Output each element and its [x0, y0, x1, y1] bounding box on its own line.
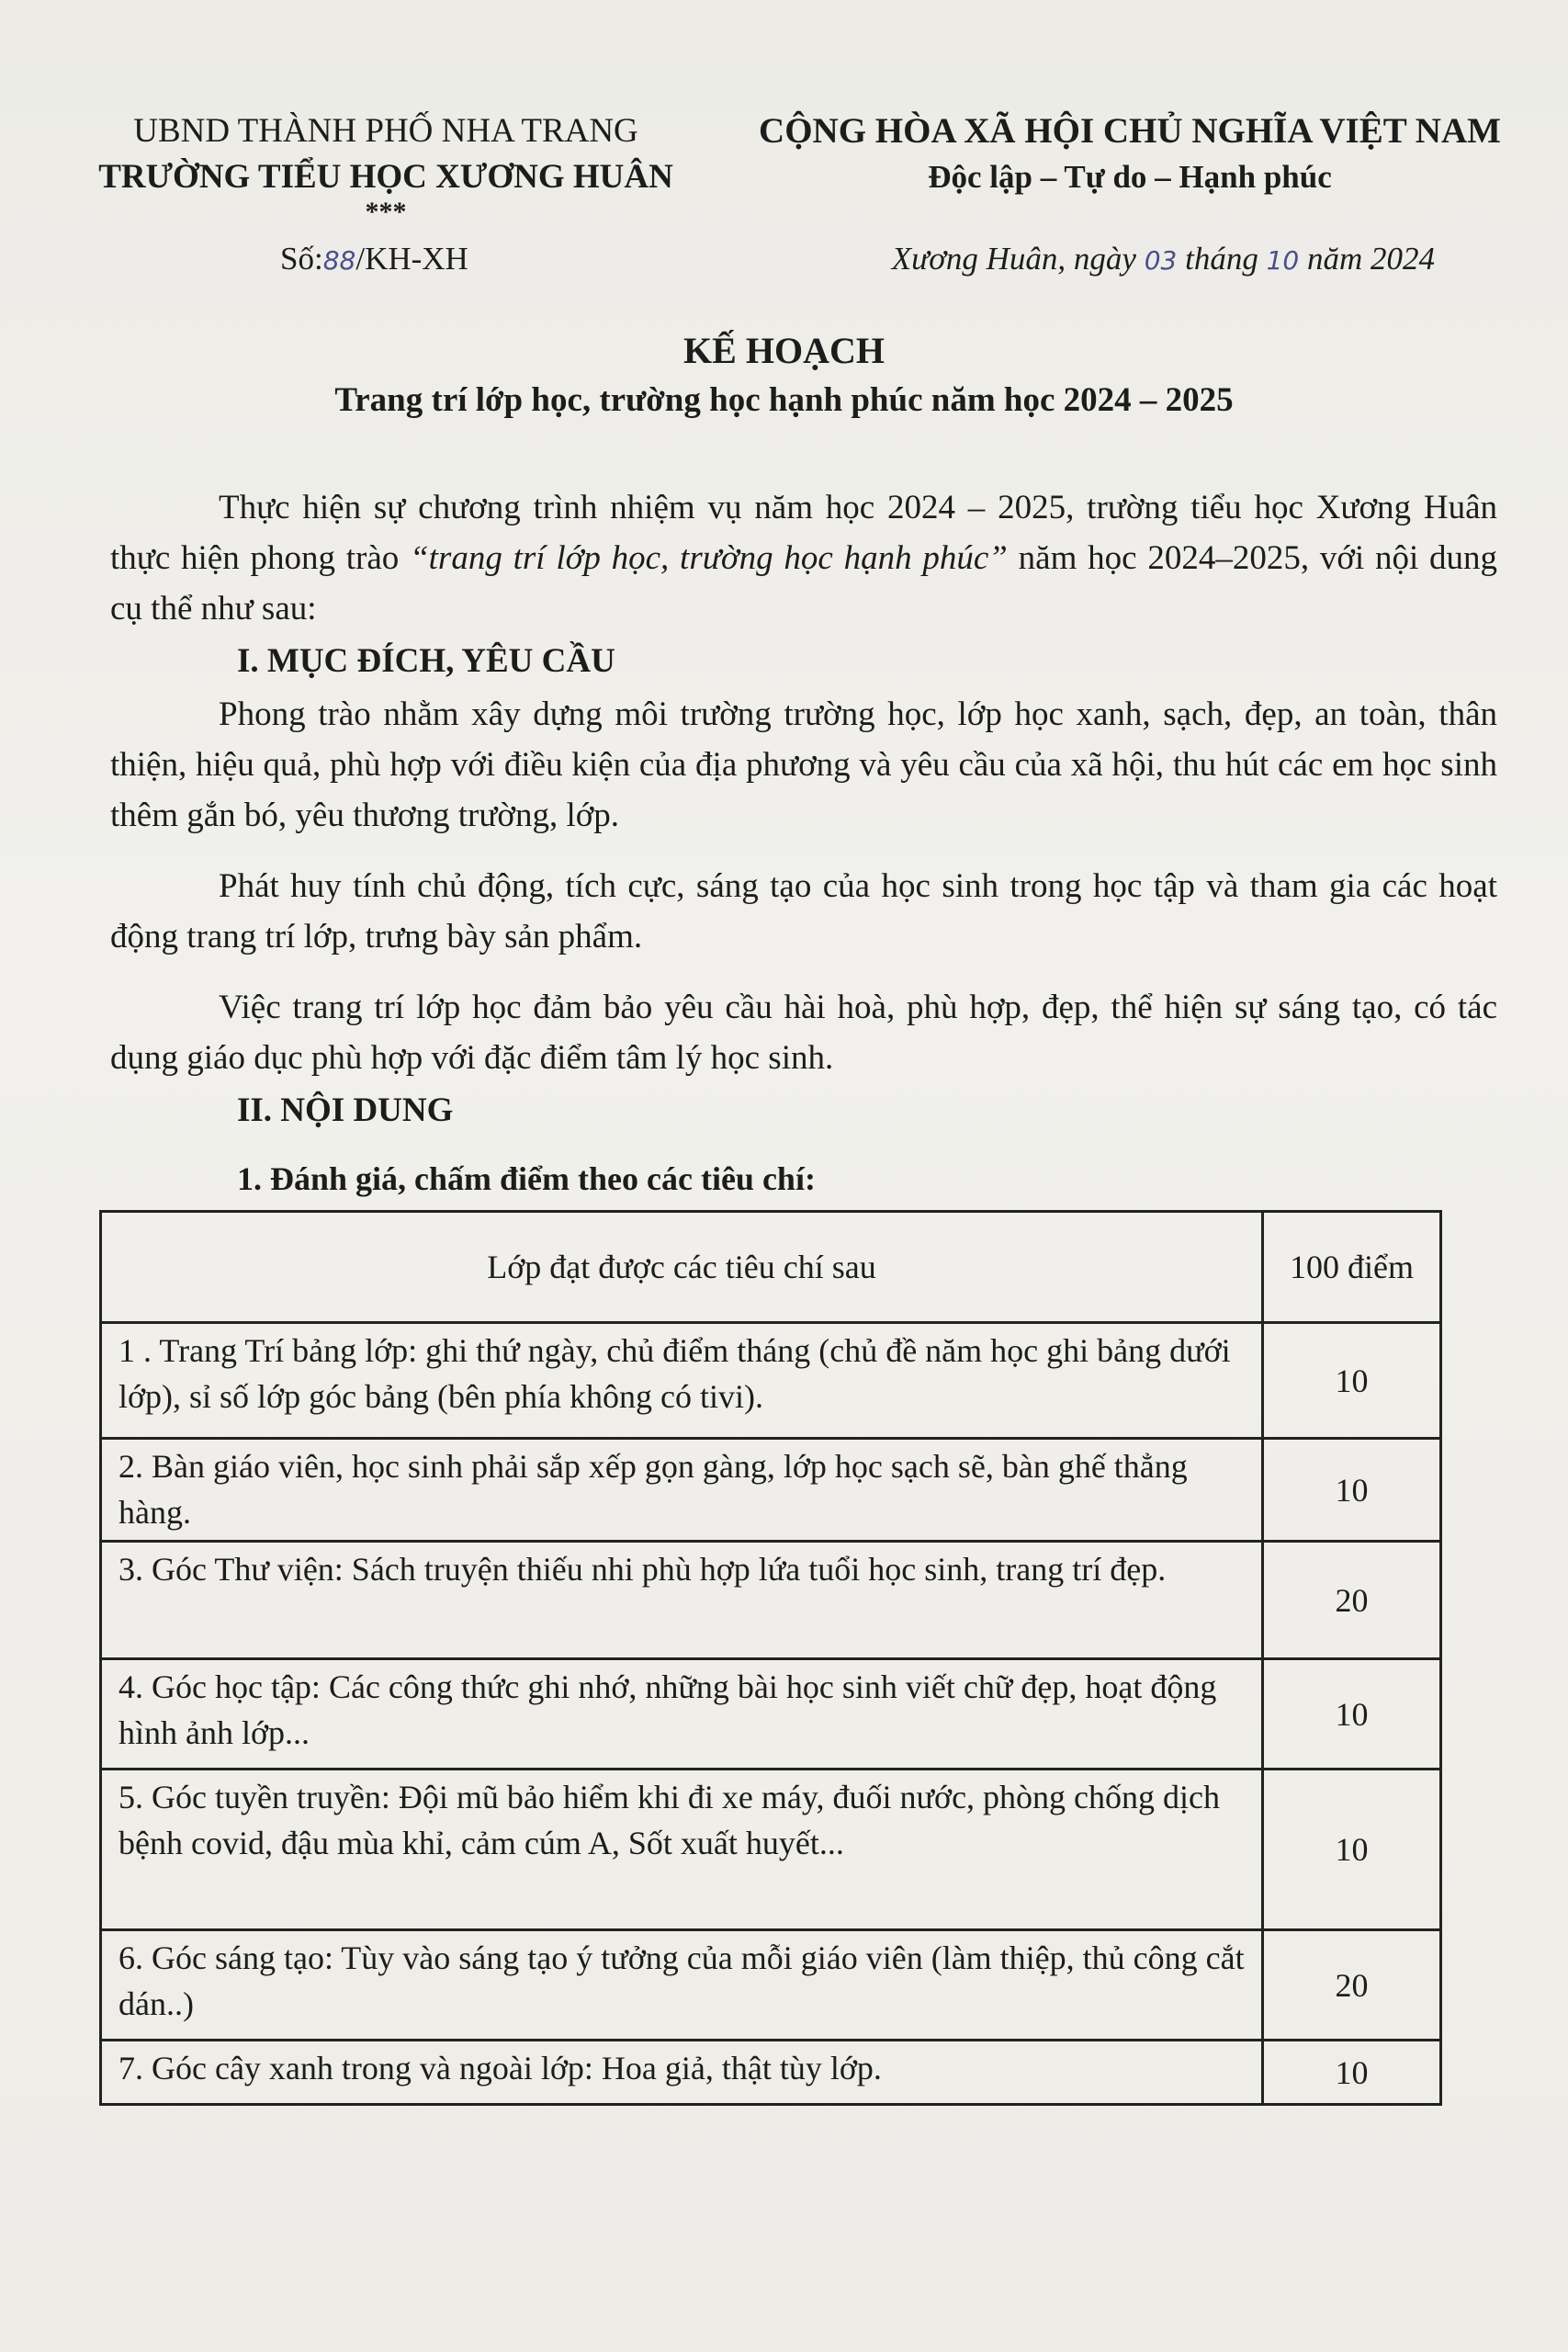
- date-month: 10: [1266, 245, 1300, 276]
- org-line-1: UBND THÀNH PHỐ NHA TRANG: [133, 112, 638, 150]
- table-row: [101, 1323, 1441, 1439]
- intro-text-2: năm học 2024–2025, với nội dung cụ thể như sau:: [110, 539, 1498, 628]
- doc-number-prefix: Số:: [280, 241, 323, 277]
- date-prefix: Xương Huân, ngày: [891, 241, 1136, 277]
- table-row: [101, 1542, 1441, 1659]
- section-2-heading: II. NỘI DUNG: [237, 1091, 454, 1129]
- table-row: [101, 1659, 1441, 1770]
- criterion-text: 7. Góc cây xanh trong và ngoài lớp: Hoa giả, thật tùy lớp.: [101, 2041, 1263, 2105]
- date-suffix: năm 2024: [1306, 241, 1435, 277]
- doc-number-suffix: /KH-XH: [355, 241, 468, 277]
- table-row: [101, 2041, 1441, 2105]
- criterion-points: 10: [1263, 1659, 1441, 1770]
- intro-text-1: Thực hiện sự chương trình nhiệm vụ năm học 2024 – 2025, trường tiểu học Xương Huân thực hiện phong trào: [110, 489, 1497, 577]
- table-row: [101, 1930, 1441, 2041]
- table-header-row: [101, 1212, 1441, 1323]
- doc-number-handwritten: 88: [322, 245, 356, 276]
- criterion-points: 10: [1263, 2041, 1441, 2105]
- criterion-text: 4. Góc học tập: Các công thức ghi nhớ, những bài học sinh viết chữ đẹp, hoạt động hình ảnh lớp...: [101, 1659, 1263, 1770]
- criterion-text: 6. Góc sáng tạo: Tùy vào sáng tạo ý tưởng của mỗi giáo viên (làm thiệp, thủ công cắt dán..): [101, 1930, 1263, 2041]
- criterion-points: 20: [1263, 1930, 1441, 2041]
- criterion-points: 10: [1263, 1770, 1441, 1930]
- criterion-text: 5. Góc tuyền truyền: Đội mũ bảo hiểm khi đi xe máy, đuối nước, phòng chống dịch bệnh covid, đậu mùa khỉ, cảm cúm A, Sốt xuất huyết...: [101, 1770, 1263, 1930]
- section-1-paragraph-1: Phong trào nhằm xây dựng môi trường trường học, lớp học xanh, sạch, đẹp, an toàn, thân thiện, hiệu quả, phù hợp với điều kiện của địa phương và yêu cầu của xã hội, thu hút các em học sinh thêm gắn bó, yêu thương trường, lớp.: [110, 695, 1497, 834]
- header-criteria: Lớp đạt được các tiêu chí sau: [101, 1212, 1263, 1323]
- criterion-text: 2. Bàn giáo viên, học sinh phải sắp xếp gọn gàng, lớp học sạch sẽ, bàn ghế thẳng hàng.: [101, 1439, 1263, 1542]
- date-day: 03: [1144, 245, 1178, 276]
- header-points: 100 điểm: [1263, 1212, 1441, 1323]
- criterion-text: 1 . Trang Trí bảng lớp: ghi thứ ngày, chủ điểm tháng (chủ đề năm học ghi bảng dưới lớp), sỉ số lớp góc bảng (bên phía không có tivi).: [101, 1323, 1263, 1439]
- document-title: KẾ HOẠCH: [683, 330, 885, 371]
- section-1-heading: I. MỤC ĐÍCH, YÊU CẦU: [237, 642, 615, 680]
- document-subtitle: Trang trí lớp học, trường học hạnh phúc năm học 2024 – 2025: [334, 381, 1234, 419]
- criterion-points: 10: [1263, 1323, 1441, 1439]
- table-row: [101, 1770, 1441, 1930]
- criterion-text: 3. Góc Thư viện: Sách truyện thiếu nhi phù hợp lứa tuổi học sinh, trang trí đẹp.: [101, 1542, 1263, 1659]
- nation-motto: Độc lập – Tự do – Hạnh phúc: [928, 159, 1332, 195]
- intro-quote: “trang trí lớp học, trường học hạnh phúc”: [410, 539, 1008, 577]
- issuing-organization: [55, 108, 716, 227]
- national-header: [735, 108, 1525, 200]
- nation-line-1: CỘNG HÒA XÃ HỘI CHỦ NGHĨA VIỆT NAM: [759, 111, 1501, 151]
- criterion-points: 20: [1263, 1542, 1441, 1659]
- intro-paragraph: [110, 482, 1497, 634]
- document-number: [280, 241, 468, 277]
- org-line-2: TRƯỜNG TIỂU HỌC XƯƠNG HUÂN: [98, 158, 673, 196]
- org-stars: ***: [365, 197, 407, 227]
- document-date: [892, 241, 1435, 277]
- section-1-paragraph-3: Việc trang trí lớp học đảm bảo yêu cầu hài hoà, phù hợp, đẹp, thể hiện sự sáng tạo, có tác dụng giáo dục phù hợp với đặc điểm tâm lý học sinh.: [110, 989, 1497, 1077]
- section-2-subheading: 1. Đánh giá, chấm điểm theo các tiêu chí:: [237, 1160, 816, 1197]
- section-1-paragraph-2: Phát huy tính chủ động, tích cực, sáng tạo của học sinh trong học tập và tham gia các hoạt động trang trí lớp, trưng bày sản phẩm.: [110, 867, 1497, 956]
- date-mid: tháng: [1185, 241, 1258, 277]
- document-body: [110, 482, 1497, 1206]
- table-row: [101, 1439, 1441, 1542]
- criteria-table: [99, 1210, 1442, 2106]
- criterion-points: 10: [1263, 1439, 1441, 1542]
